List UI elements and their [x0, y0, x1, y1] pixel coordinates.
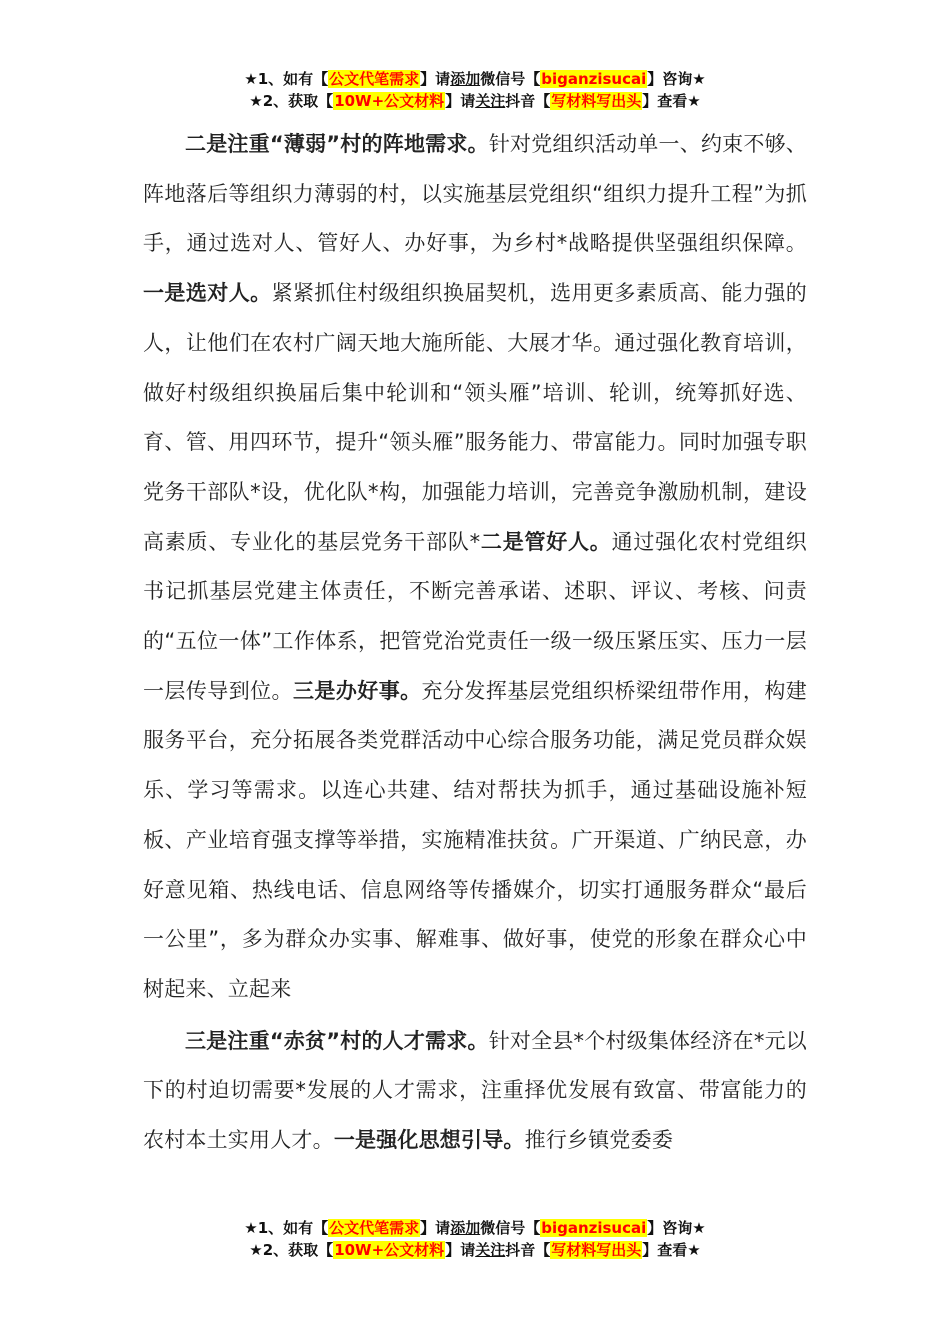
underlined-follow: 关注 [475, 1241, 506, 1259]
body-text: 充分发挥基层党组织桥梁纽带作用，构建服务平台，充分拓展各类党群活动中心综合服务功能，满足党员群众娱乐、学习等需求。以连心共建、结对帮扶为抓手，通过基础设施补短板、产业培育强支撑等举措，实施精准扶贫。广开渠道、广纳民意，办好意见箱、热线电话、信息网络等传播媒介，切实打通服务群众“最后一公里”，多为群众办实事、解难事、做好事，使党的形象在群众心中树起来、立起来 [143, 678, 807, 1001]
highlight-douyin-id: 写材料写出头 [551, 1241, 642, 1259]
banner-text: ★2、获取【 [249, 92, 334, 110]
section-heading: 二是注重“薄弱”村的阵地需求。 [185, 132, 489, 156]
body-text: 紧紧抓住村级组织换届契机，选用更多素质高、能力强的人，让他们在农村广阔天地大施所能、大展才华。通过强化教育培训，做好村级组织换届后集中轮训和“领头雁”培训、轮训，统筹抓好选、育、管、用四环节，提升“领头雁”服务能力、带富能力。同时加强专职党务干部队*设，优化队*构，加强能力培训，完善竞争激励机制，建设高素质、专业化的基层党务干部队* [143, 281, 807, 554]
banner-text: 】请 [420, 70, 451, 88]
body-text: 针对党组织活动单一、约束不够、阵地落后等组织力薄弱的村，以实施基层党组织“组织力提升工程”为抓手，通过选对人、管好人、办好事，为乡村*战略提供坚强组织保障。 [143, 132, 807, 256]
body-text: 通过强化农村党组织书记抓基层党建主体责任，不断完善承诺、述职、评议、考核、问责的“五位一体”工作体系，把管党治党责任一级一级压紧压实、压力一层一层传导到位。 [143, 529, 807, 703]
banner-text: 抖音【 [505, 1241, 551, 1259]
banner-text: ★1、如有【 [244, 70, 329, 88]
banner-text: 】请 [445, 92, 476, 110]
banner-text: 微信号【 [480, 70, 541, 88]
bottom-banner [0, 1217, 950, 1261]
underlined-follow: 关注 [475, 92, 506, 110]
banner-line-1 [0, 68, 950, 90]
highlight-service: 公文代笔需求 [329, 70, 420, 88]
underlined-add: 添加 [450, 70, 481, 88]
banner-text: 微信号【 [480, 1219, 541, 1237]
subheading: 一是选对人。 [143, 281, 272, 306]
document-body [143, 120, 807, 1166]
highlight-douyin-id: 写材料写出头 [551, 92, 642, 110]
banner-line-2 [0, 1239, 950, 1261]
banner-text: 】查看★ [642, 92, 701, 110]
highlight-wechat-id: biganzisucai [541, 1219, 647, 1237]
subheading: 二是管好人。 [480, 529, 612, 554]
banner-text: 抖音【 [505, 92, 551, 110]
body-text: 针对全县*个村级集体经济在*元以下的村迫切需要*发展的人才需求，注重择优发展有致富、带富能力的农村本土实用人才。 [143, 1028, 807, 1153]
banner-text: ★1、如有【 [244, 1219, 329, 1237]
subheading: 三是办好事。 [292, 678, 422, 703]
banner-line-1 [0, 1217, 950, 1239]
highlight-service: 公文代笔需求 [329, 1219, 420, 1237]
underlined-add: 添加 [450, 1219, 481, 1237]
highlight-materials: 10W+公文材料 [334, 92, 445, 110]
highlight-materials: 10W+公文材料 [334, 1241, 445, 1259]
banner-text: 】请 [445, 1241, 476, 1259]
highlight-wechat-id: biganzisucai [541, 70, 647, 88]
subheading: 一是强化思想引导。 [333, 1128, 525, 1153]
banner-text: 】请 [420, 1219, 451, 1237]
banner-text: 】咨询★ [647, 70, 706, 88]
banner-text: 】查看★ [642, 1241, 701, 1259]
top-banner [0, 68, 950, 112]
paragraph-poor-villages [143, 1017, 807, 1166]
paragraph-weak-villages [143, 120, 807, 1015]
body-text: 推行乡镇党委委 [524, 1128, 674, 1153]
banner-line-2 [0, 90, 950, 112]
banner-text: 】咨询★ [647, 1219, 706, 1237]
section-heading: 三是注重“赤贫”村的人才需求。 [185, 1028, 489, 1053]
banner-text: ★2、获取【 [249, 1241, 334, 1259]
